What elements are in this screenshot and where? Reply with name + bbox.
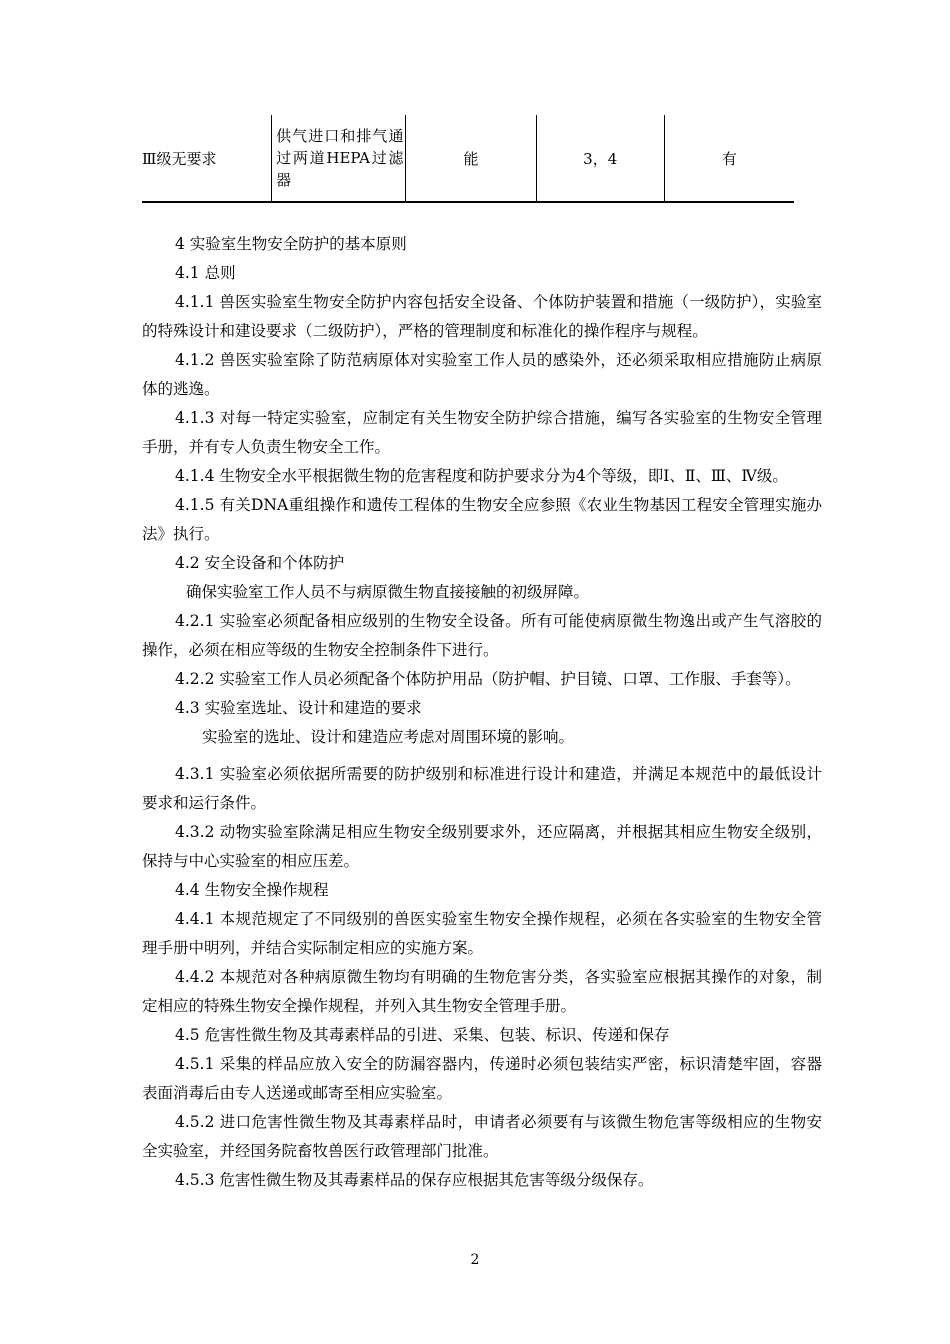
section-heading-4-3: 4.3 实验室选址、设计和建造的要求 bbox=[175, 699, 422, 717]
table-row bbox=[142, 115, 794, 202]
spacer bbox=[142, 752, 822, 760]
paragraph-4-1-4: 4.1.4 生物安全水平根据微生物的危害程度和防护要求分为4个等级，即Ⅰ、Ⅱ、Ⅲ、Ⅳ级。 bbox=[175, 467, 788, 485]
page-number: 2 bbox=[470, 1252, 480, 1268]
section-heading-4: 4 实验室生物安全防护的基本原则 bbox=[175, 235, 407, 253]
body-text bbox=[142, 230, 822, 1195]
paragraph-4-4-2: 4.4.2 本规范对各种病原微生物均有明确的生物危害分类，各实验室应根据其操作的对象，制定相应的特殊生物安全操作规程，并列入其生物安全管理手册。 bbox=[142, 968, 822, 1015]
table-cell-has: 有 bbox=[664, 115, 794, 202]
paragraph-4-5-1: 4.5.1 采集的样品应放入安全的防漏容器内，传递时必须包装结实严密，标识清楚牢固，容器表面消毒后由专人送递或邮寄至相应实验室。 bbox=[142, 1055, 822, 1102]
section-heading-4-1: 4.1 总则 bbox=[175, 264, 236, 282]
table-cell-ability: 能 bbox=[406, 115, 536, 202]
biosafety-table bbox=[142, 115, 794, 203]
paragraph-4-3-intro: 实验室的选址、设计和建造应考虑对周围环境的影响。 bbox=[202, 728, 575, 746]
paragraph-4-1-2: 4.1.2 兽医实验室除了防范病原体对实验室工作人员的感染外，还必须采取相应措施防止病原体的逃逸。 bbox=[142, 351, 822, 398]
paragraph-4-3-2: 4.3.2 动物实验室除满足相应生物安全级别要求外，还应隔离，并根据其相应生物安全级别，保持与中心实验室的相应压差。 bbox=[142, 823, 822, 870]
paragraph-4-1-5: 4.1.5 有关DNA重组操作和遗传工程体的生物安全应参照《农业生物基因工程安全管理实施办法》执行。 bbox=[142, 496, 822, 543]
paragraph-4-2-2: 4.2.2 实验室工作人员必须配备个体防护用品（防护帽、护目镜、口罩、工作服、手套等）。 bbox=[175, 670, 801, 688]
paragraph-4-2-1: 4.2.1 实验室必须配备相应级别的生物安全设备。所有可能使病原微生物逸出或产生气溶胶的操作，必须在相应等级的生物安全控制条件下进行。 bbox=[142, 612, 822, 659]
paragraph-4-5-3: 4.5.3 危害性微生物及其毒素样品的保存应根据其危害等级分级保存。 bbox=[175, 1171, 654, 1189]
paragraph-4-5-2: 4.5.2 进口危害性微生物及其毒素样品时，申请者必须要有与该微生物危害等级相应的生物安全实验室，并经国务院畜牧兽医行政管理部门批准。 bbox=[142, 1113, 822, 1160]
section-heading-4-5: 4.5 危害性微生物及其毒素样品的引进、采集、包装、标识、传递和保存 bbox=[175, 1026, 670, 1044]
paragraph-4-3-1: 4.3.1 实验室必须依据所需要的防护级别和标准进行设计和建造，并满足本规范中的最低设计要求和运行条件。 bbox=[142, 765, 822, 812]
table-cell-levels: 3，4 bbox=[536, 115, 664, 202]
paragraph-4-4-1: 4.4.1 本规范规定了不同级别的兽医实验室生物安全操作规程，必须在各实验室的生物安全管理手册中明列，并结合实际制定相应的实施方案。 bbox=[142, 910, 822, 957]
table-cell-level: Ⅲ级无要求 bbox=[142, 149, 217, 168]
paragraph-4-1-3: 4.1.3 对每一特定实验室，应制定有关生物安全防护综合措施，编写各实验室的生物安全管理手册，并有专人负责生物安全工作。 bbox=[142, 409, 822, 456]
paragraph-4-1-1: 4.1.1 兽医实验室生物安全防护内容包括安全设备、个体防护装置和措施（一级防护），实验室的特殊设计和建设要求（二级防护），严格的管理制度和标准化的操作程序与规程。 bbox=[142, 293, 822, 340]
section-heading-4-4: 4.4 生物安全操作规程 bbox=[175, 881, 329, 899]
table-cell-ventilation: 供气进口和排气通过两道HEPA过滤器 bbox=[272, 115, 406, 202]
paragraph-4-2-intro: 确保实验室工作人员不与病原微生物直接接触的初级屏障。 bbox=[186, 583, 590, 601]
section-heading-4-2: 4.2 安全设备和个体防护 bbox=[175, 554, 345, 572]
